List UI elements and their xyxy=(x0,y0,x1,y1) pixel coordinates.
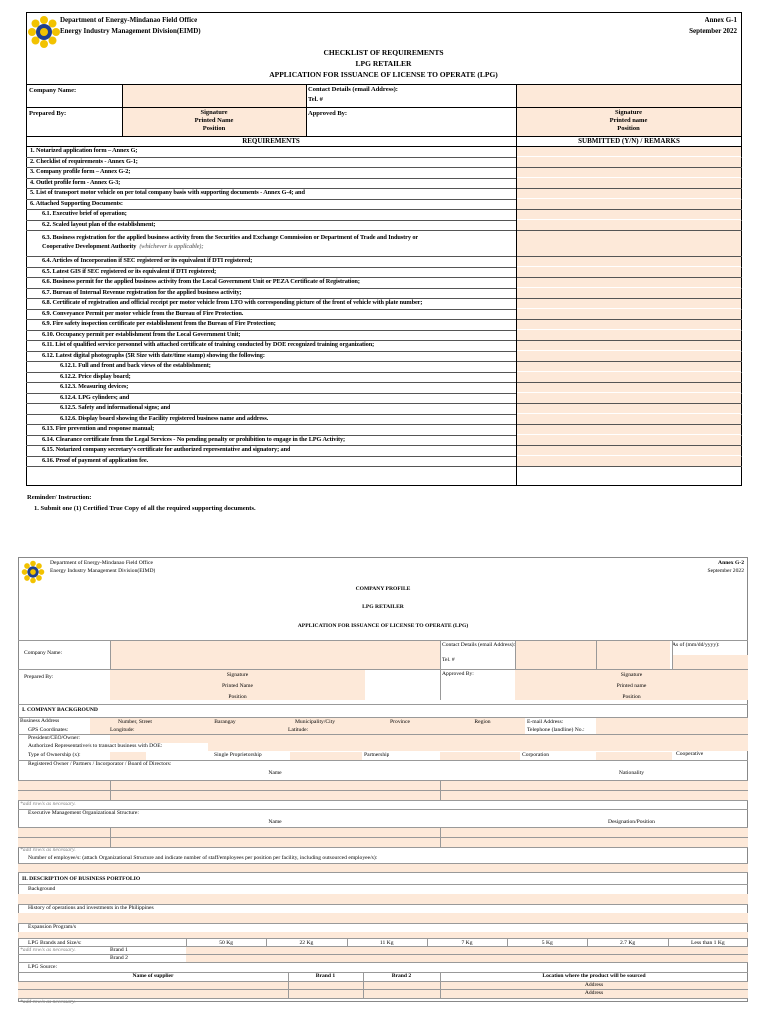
submitted-cell[interactable] xyxy=(517,278,741,288)
ownership-cooperative[interactable]: Cooperative xyxy=(676,751,704,757)
approved-signature: Signature xyxy=(615,109,642,116)
submitted-cell[interactable] xyxy=(517,299,741,309)
requirement-item: 5. List of transport motor vehicle on per total company basis with supporting documents - Annex G-4; and xyxy=(30,189,305,196)
requirement-item: 6.10. Occupancy permit per establishment from the Local Government Unit; xyxy=(42,330,241,338)
address-col-province: Province xyxy=(390,719,410,725)
add-rows-note-4: *add row/s as necessary. xyxy=(20,999,76,1005)
profile-title-1: COMPANY PROFILE xyxy=(355,586,411,592)
contact-field-2[interactable] xyxy=(515,641,670,669)
source-brand2-col: Brand 2 xyxy=(391,973,412,979)
division-name: Energy Industry Management Division(EIMD) xyxy=(60,27,201,35)
exec-designation-col: Designation/Position xyxy=(608,819,655,825)
submitted-cell[interactable] xyxy=(517,351,741,361)
requirement-item: 2. Checklist of requirements - Annex G-1; xyxy=(30,157,138,165)
employees-field[interactable] xyxy=(18,864,748,872)
prepared-signature: Signature xyxy=(200,109,228,116)
reminder-label: Reminder/ Instruction: xyxy=(27,494,92,501)
approved-signature-2: Signature xyxy=(620,672,643,678)
background-field[interactable] xyxy=(18,894,748,904)
requirement-item: 6.12.3. Measuring devices; xyxy=(60,383,129,390)
prepared-signature-2: Signature xyxy=(226,672,249,678)
requirement-item: 6.14. Clearance certificate from the Legal Services - No pending penalty or prohibition to engage in the LPG Activity; xyxy=(42,435,346,443)
as-of-field[interactable] xyxy=(672,655,748,669)
prepared-by-label: Prepared By: xyxy=(29,110,67,117)
annex-date-2: September 2022 xyxy=(707,568,744,574)
requirement-item: 6.7. Bureau of Internal Revenue registration for the applied business activity; xyxy=(42,288,242,296)
submitted-cell[interactable] xyxy=(517,257,741,267)
submitted-cell[interactable] xyxy=(517,157,741,167)
business-address-label: Business Address xyxy=(20,718,60,724)
submitted-cell[interactable] xyxy=(517,267,741,277)
requirements-header: REQUIREMENTS xyxy=(242,137,300,145)
title-line-1: CHECKLIST OF REQUIREMENTS xyxy=(323,48,444,57)
location-col: Location where the product will be sourced xyxy=(542,973,646,979)
submitted-cell[interactable] xyxy=(517,414,741,424)
source-address-2: Address xyxy=(584,990,604,996)
as-of-label: As of (mm/dd/yyyy): xyxy=(672,642,720,648)
requirement-item: 6.16. Proof of payment of application fee. xyxy=(42,456,149,464)
checklist-sheet xyxy=(24,10,743,520)
lpg-size-col: 5 Kg xyxy=(541,940,553,946)
source-address-1: Address xyxy=(584,982,604,988)
authorized-label: Authorized Representative/s to transact business with DOE: xyxy=(28,743,163,749)
submitted-cell[interactable] xyxy=(517,362,741,372)
employees-label: Number of employee/s: (attach Organizational Structure and indicate number of staff/employees per position per facility, including outsourced employee/s): xyxy=(28,855,378,861)
brand-row-1: Brand 1 xyxy=(110,947,128,953)
president-label: President/CEO/Owner: xyxy=(28,735,80,741)
history-field[interactable] xyxy=(18,913,748,923)
requirement-item: 6.6. Business permit for the applied business activity from the Local Government Unit or PEZA Certificate of Registration; xyxy=(42,278,360,285)
submitted-cell[interactable] xyxy=(517,435,741,445)
owners-nationality-col: Nationality xyxy=(618,770,645,776)
owners-name-col: Name xyxy=(268,770,282,776)
lpg-size-col: 11 Kg xyxy=(379,940,394,946)
prepared-by-label-2: Prepared By: xyxy=(24,674,54,680)
address-col-city: Municipality/City xyxy=(294,719,336,725)
tel-label: Tel. # xyxy=(308,96,323,103)
authorized-field[interactable] xyxy=(208,743,748,751)
section-company-background: I. COMPANY BACKGROUND xyxy=(22,707,98,713)
submitted-cell[interactable] xyxy=(517,383,741,393)
submitted-cell[interactable] xyxy=(517,309,741,319)
lpg-size-col: Less than 1 Kg xyxy=(690,940,725,946)
submitted-cell[interactable] xyxy=(517,147,741,157)
requirement-item: 6.12. Latest digital photographs (5R Size with date/time stamp) showing the following: xyxy=(42,351,265,359)
submitted-cell[interactable] xyxy=(517,220,741,230)
doe-logo-icon-2 xyxy=(21,560,45,584)
requirement-item: 6.5. Latest GIS if SEC registered or its equivalent if DTI registered; xyxy=(42,267,217,275)
submitted-cell[interactable] xyxy=(517,393,741,403)
company-profile-sheet xyxy=(18,557,748,1022)
requirement-item: 6.13. Fire prevention and response manual; xyxy=(42,425,155,432)
exec-row-2[interactable] xyxy=(18,838,748,847)
address-col-street: Number, Street xyxy=(118,719,152,725)
profile-title-2: LPG RETAILER xyxy=(362,604,404,610)
contact-label-2: Contact Details (email Address): xyxy=(442,642,516,648)
requirement-item: 6.15. Notarized company secretary's certificate for authorized representative and signatory; and xyxy=(42,446,291,453)
title-line-3: APPLICATION FOR ISSUANCE OF LICENSE TO OPERATE (LPG) xyxy=(269,70,498,79)
contact-label: Contact Details (email Address): xyxy=(308,86,398,93)
prepared-printed-name-2: Printed Name xyxy=(222,683,253,689)
lpg-size-col: 50 Kg xyxy=(219,940,234,946)
requirement-item-cont: Cooperative Development Authority (whichever is applicable); xyxy=(42,243,204,250)
division-name-2: Energy Industry Management Division(EIMD) xyxy=(50,568,156,574)
submitted-cell[interactable] xyxy=(517,341,741,351)
add-rows-note-2: *add row/s as necessary. xyxy=(20,847,76,853)
requirement-item: 6.12.5. Safety and informational signs; and xyxy=(60,404,171,411)
submitted-cell[interactable] xyxy=(517,320,741,330)
lpg-brands-label: LPG Brands and Size/s: xyxy=(28,940,82,946)
approved-position-2: Position xyxy=(622,694,641,700)
supplier-col: Name of supplier xyxy=(132,973,174,979)
submitted-cell[interactable] xyxy=(517,210,741,220)
submitted-cell[interactable] xyxy=(517,199,741,209)
requirement-item: 6.1. Executive brief of operation; xyxy=(42,210,127,217)
requirement-item: 4. Outlet profile form - Annex G-3; xyxy=(30,178,121,186)
reminder-item: 1. Submit one (1) Certified True Copy of all the required supporting documents. xyxy=(34,505,256,512)
requirement-item: 6. Attached Supporting Documents: xyxy=(30,199,123,207)
address-col-region: Region xyxy=(474,719,491,725)
lpg-size-col: 7 Kg xyxy=(461,940,473,946)
requirement-item: 6.12.1. Full and front and back views of the establishment; xyxy=(60,362,211,369)
requirement-item: 6.3. Business registration for the applied business activity from the Securities and Exchange Commission or Department of Trade and Industry or xyxy=(42,234,419,241)
ownership-single[interactable]: Single Proprietorship xyxy=(214,752,262,758)
ownership-label: Type of Ownership (x): xyxy=(28,752,81,758)
section-business-portfolio: II. DESCRIPTION OF BUSINESS PORTFOLIO xyxy=(22,876,141,882)
title-line-2: LPG RETAILER xyxy=(355,59,412,68)
approved-by-label: Approved By: xyxy=(308,110,348,117)
add-rows-note-3: *add row/s as necessary. xyxy=(20,947,76,953)
requirement-item: 6.9. Fire safety inspection certificate per establishment from the Bureau of Fire Protection; xyxy=(42,320,276,327)
owners-label: Registered Owner / Partners / Incorporator / Board of Directors: xyxy=(28,761,172,767)
requirement-item: 6.4. Articles of Incorporation if SEC registered or its equivalent if DTI registered; xyxy=(42,257,253,264)
lpg-source-label: LPG Source: xyxy=(28,964,58,970)
president-field[interactable] xyxy=(110,735,748,743)
prepared-printed-name: Printed Name xyxy=(194,117,234,124)
requirement-item: 6.8. Certificate of registration and official receipt per motor vehicle from LTO with corresponding picture of the front of vehicle with plate number; xyxy=(42,299,423,306)
gps-label: GPS Coordinates: xyxy=(28,727,69,733)
submitted-cell[interactable] xyxy=(517,404,741,414)
brand-row-2: Brand 2 xyxy=(110,955,128,961)
exec-name-col: Name xyxy=(268,819,282,825)
tel-label-2: Tel. # xyxy=(442,657,455,663)
background-label: Background xyxy=(28,886,56,892)
add-rows-note-1: *add row/s as necessary. xyxy=(20,801,76,807)
address-col-barangay: Barangay xyxy=(214,719,236,725)
telephone-label: Telephone (landline) No.: xyxy=(527,727,585,733)
submitted-cell[interactable] xyxy=(517,189,741,199)
expansion-label: Expansion Program/s xyxy=(28,924,77,930)
office-name: Department of Energy-Mindanao Field Office xyxy=(60,16,198,24)
company-name-field[interactable] xyxy=(122,85,306,107)
submitted-cell[interactable] xyxy=(517,231,741,256)
exec-label: Executive Management Organizational Structure: xyxy=(28,810,139,816)
latitude-label: Latitude: xyxy=(288,727,309,733)
submitted-cell[interactable] xyxy=(517,446,741,456)
approved-position: Position xyxy=(617,125,640,132)
company-name-label: Company Name: xyxy=(29,87,77,94)
annex-label: Annex G-1 xyxy=(704,16,737,24)
submitted-cell[interactable] xyxy=(517,372,741,382)
company-name-field-2[interactable] xyxy=(110,641,440,669)
lpg-size-col: 2.7 Kg xyxy=(619,940,636,946)
longitude-label: Longitude: xyxy=(110,727,135,733)
approved-printed-name: Printed name xyxy=(609,117,648,124)
contact-field[interactable] xyxy=(516,85,741,107)
ownership-corporation[interactable]: Corporation xyxy=(522,752,550,758)
submitted-header: SUBMITTED (Y/N) / REMARKS xyxy=(578,137,680,145)
requirement-item: 6.12.6. Display board showing the Facility registered business name and address. xyxy=(60,414,269,422)
annex-label-2: Annex G-2 xyxy=(718,560,744,566)
exec-row-1[interactable] xyxy=(18,828,748,837)
submitted-cell[interactable] xyxy=(517,168,741,178)
requirement-item: 6.9. Conveyance Permit per motor vehicle from the Bureau of Fire Protection. xyxy=(42,309,244,317)
prepared-position-2: Position xyxy=(228,694,247,700)
requirement-item: 1. Notarized application form – Annex G; xyxy=(30,147,138,154)
submitted-cell[interactable] xyxy=(517,456,741,466)
office-name-2: Department of Energy-Mindanao Field Office xyxy=(50,560,153,566)
email-label: E-mail Address: xyxy=(527,719,564,725)
requirement-item: 6.11. List of qualified service personnel with attached certificate of training conducted by DOE recognized training organization; xyxy=(42,341,375,348)
submitted-cell[interactable] xyxy=(517,425,741,435)
requirement-item: 3. Company profile form – Annex G-2; xyxy=(30,168,131,175)
source-brand1-col: Brand 1 xyxy=(315,973,336,979)
submitted-cell[interactable] xyxy=(517,288,741,298)
prepared-position: Position xyxy=(202,125,226,132)
requirement-item: 6.12.2. Price display board; xyxy=(60,372,131,380)
company-name-label-2: Company Name: xyxy=(24,650,63,656)
approved-by-label-2: Approved By: xyxy=(442,671,474,677)
annex-date: September 2022 xyxy=(689,27,737,35)
submitted-cell[interactable] xyxy=(517,330,741,340)
approved-printed-name-2: Printed name xyxy=(616,683,647,689)
lpg-size-col: 22 Kg xyxy=(299,940,314,946)
requirement-item: 6.2. Scaled layout plan of the establishment; xyxy=(42,220,156,228)
owner-row-2[interactable] xyxy=(18,791,748,800)
submitted-cell[interactable] xyxy=(517,178,741,188)
requirement-item: 6.12.4. LPG cylinders; and xyxy=(60,393,130,401)
profile-title-3: APPLICATION FOR ISSUANCE OF LICENSE TO OPERATE (LPG) xyxy=(297,623,469,629)
history-label: History of operations and investments in the Philippines xyxy=(28,905,154,911)
email-field[interactable] xyxy=(596,718,748,734)
owner-row-1[interactable] xyxy=(18,781,748,790)
ownership-partnership[interactable]: Partnership xyxy=(364,752,390,758)
